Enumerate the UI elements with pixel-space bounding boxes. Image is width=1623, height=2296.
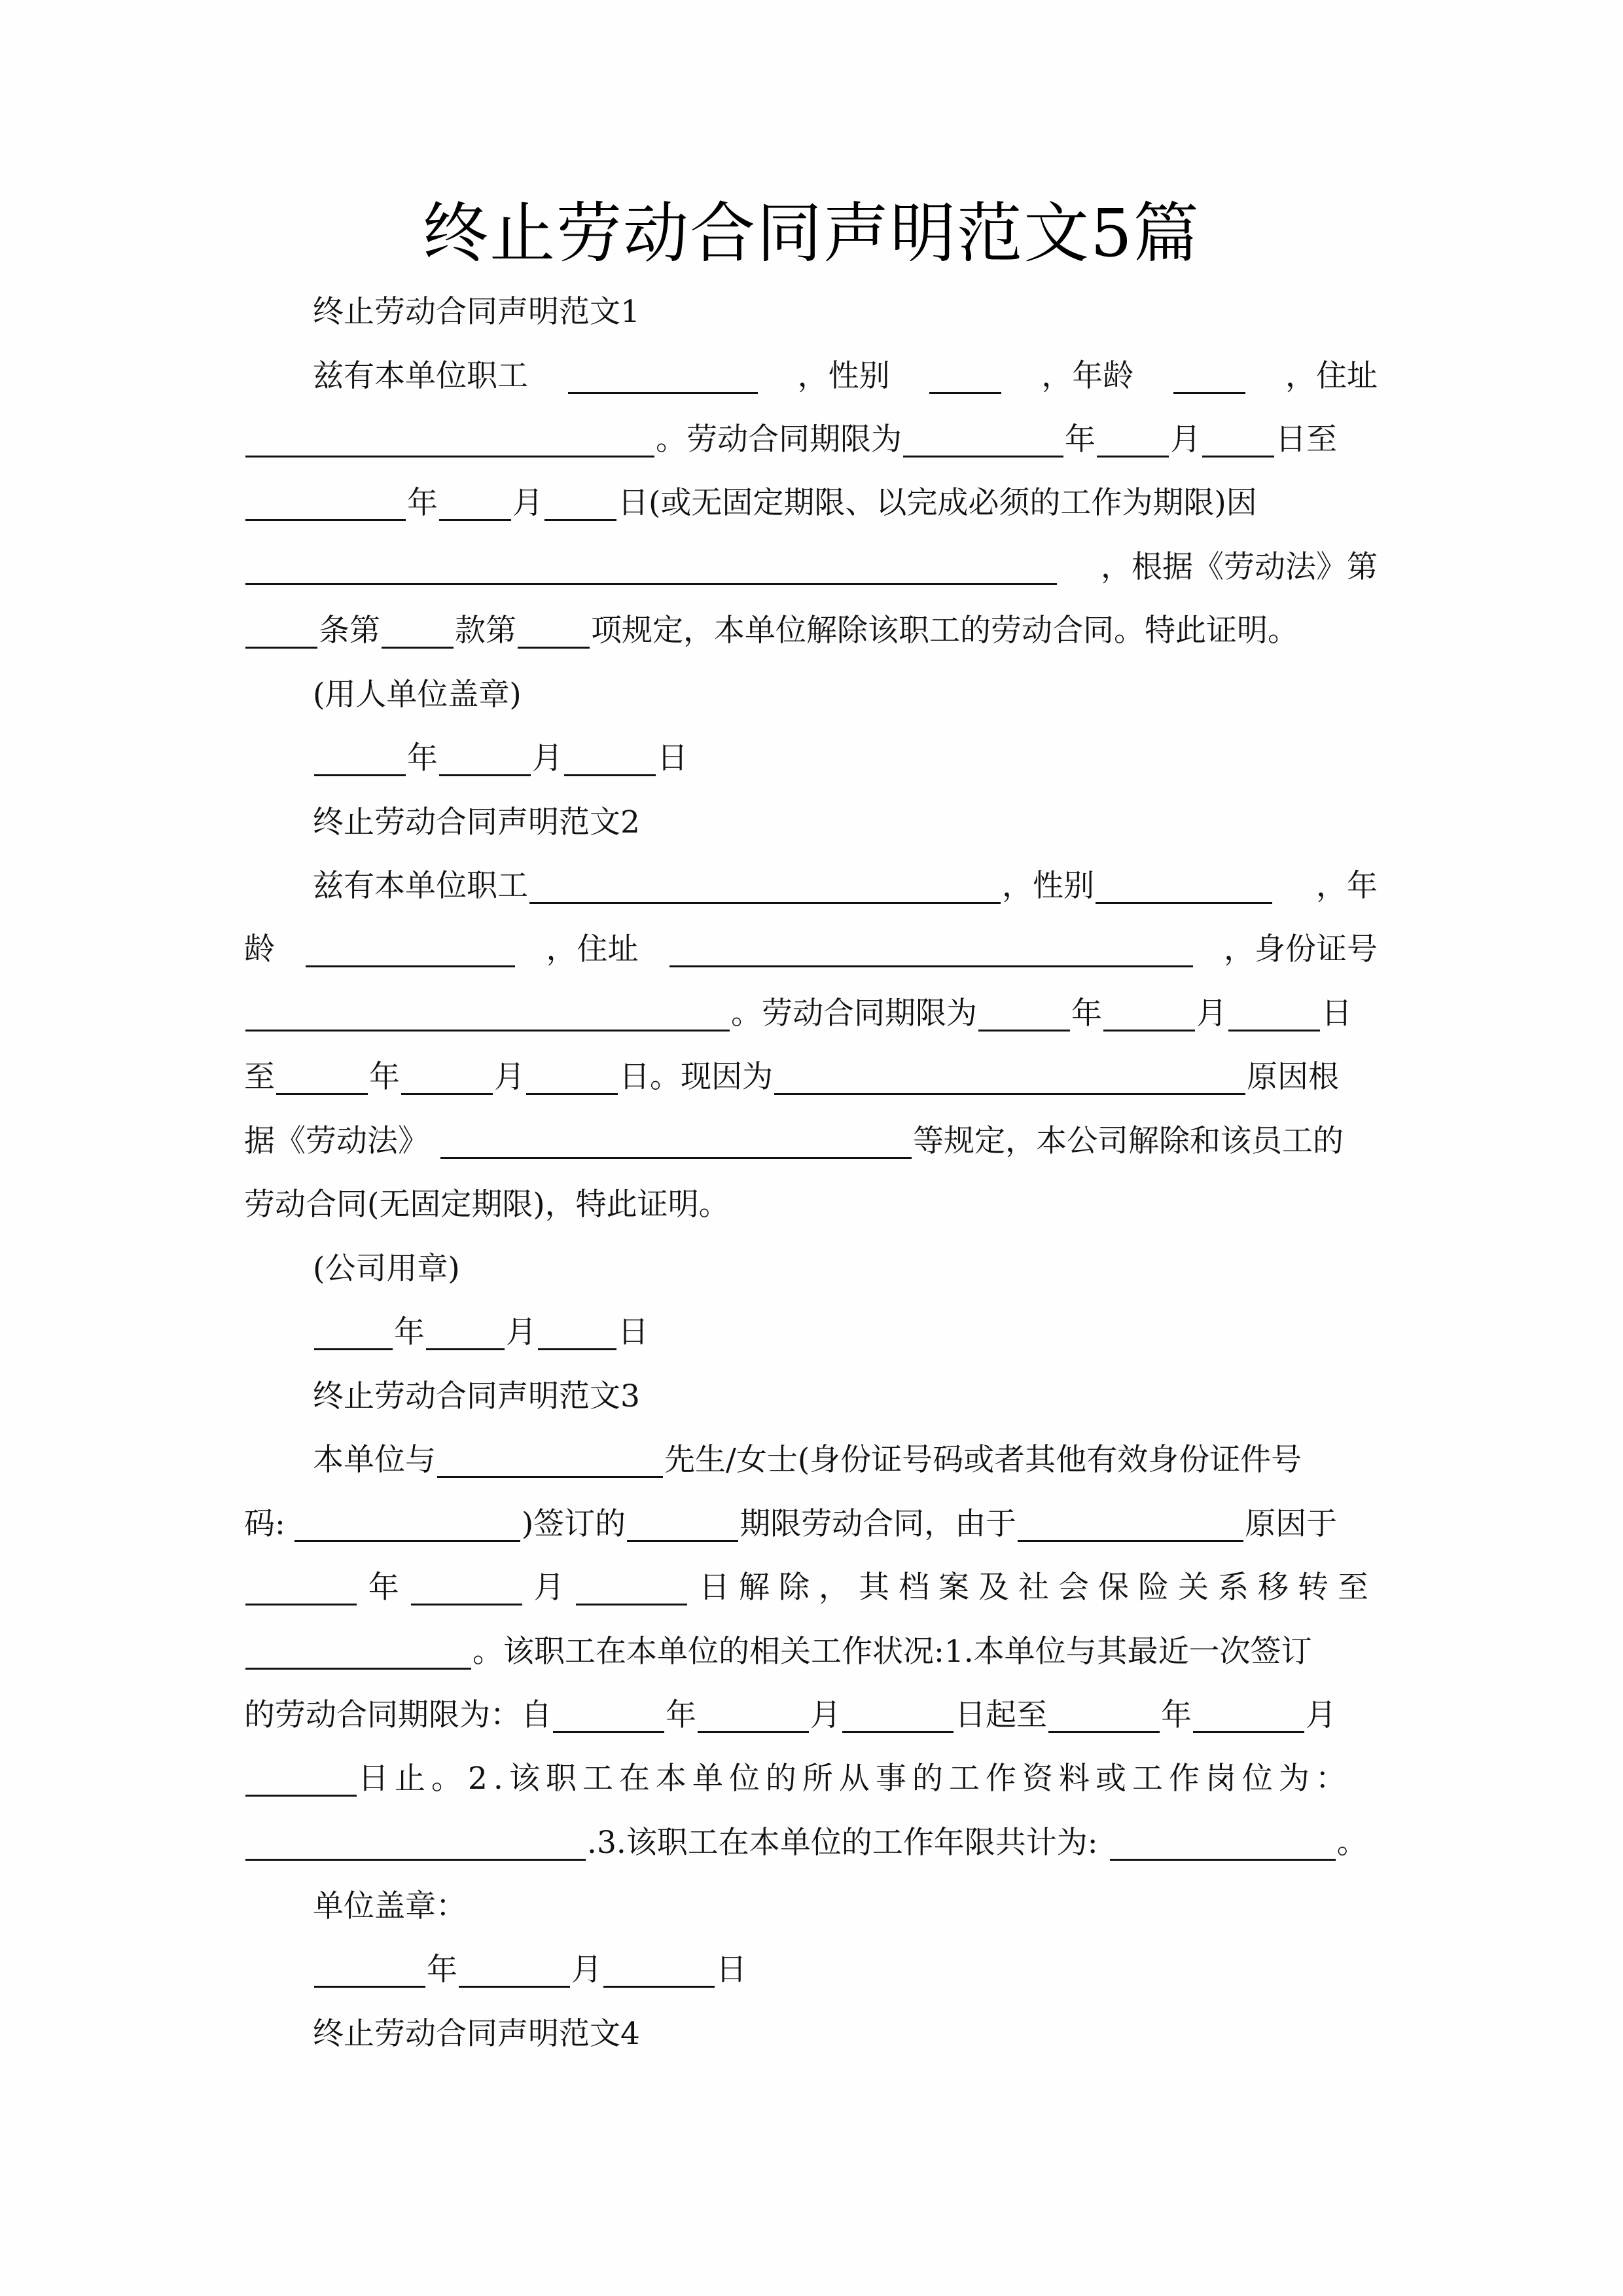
work-years-blank[interactable] <box>1110 1854 1336 1861</box>
date-day-blank[interactable] <box>603 1981 715 1988</box>
section-1-line-4: ，根据《劳动法》第 <box>244 545 1378 590</box>
section-2-line-4: 至 年 月 日。现因为 原因根 <box>244 1059 1339 1095</box>
end-day-blank[interactable] <box>544 514 616 521</box>
end-day-blank[interactable] <box>526 1088 618 1095</box>
date-month-blank[interactable] <box>426 1343 505 1350</box>
age-blank[interactable] <box>306 960 515 967</box>
section-1-line-5: 条第 款第 项规定，本单位解除该职工的劳动合同。特此证明。 <box>244 608 1378 654</box>
start-year-blank[interactable] <box>978 1024 1070 1031</box>
start-day-blank[interactable] <box>1228 1024 1320 1031</box>
section-3-heading: 终止劳动合同声明范文3 <box>313 1378 640 1414</box>
section-3-line-4: 。该职工在本单位的相关工作状况:1.本单位与其最近一次签订 <box>244 1629 1378 1675</box>
date-year-blank[interactable] <box>314 1981 425 1988</box>
period-end-year-blank[interactable] <box>1048 1726 1160 1733</box>
section-2-line-6: 劳动合同(无固定期限)，特此证明。 <box>244 1187 730 1223</box>
end-month-blank[interactable] <box>401 1088 493 1095</box>
contract-term-blank[interactable] <box>627 1535 738 1542</box>
employee-name-blank[interactable] <box>568 387 758 394</box>
date-month-blank[interactable] <box>439 769 531 776</box>
reason-blank[interactable] <box>245 578 1057 585</box>
section-2-line-1: 兹有本单位职工 ，性别 ，年 <box>313 868 1378 904</box>
employee-name-blank[interactable] <box>437 1471 663 1478</box>
article-blank[interactable] <box>245 641 317 649</box>
start-month-blank[interactable] <box>1103 1024 1195 1031</box>
start-year-blank[interactable] <box>903 450 1063 457</box>
section-3-line-1: 本单位与 先生/女士(身份证号码或者其他有效身份证件号 <box>313 1442 1302 1478</box>
section-1-date: 年 月 日 <box>244 736 1378 781</box>
end-year-blank[interactable] <box>245 514 406 521</box>
termination-year-blank[interactable] <box>245 1598 357 1605</box>
section-3-date: 年 月 日 <box>244 1947 1378 1993</box>
start-day-blank[interactable] <box>1202 450 1274 457</box>
address-blank[interactable] <box>245 450 654 457</box>
date-day-blank[interactable] <box>564 769 656 776</box>
period-start-year-blank[interactable] <box>553 1726 664 1733</box>
period-start-month-blank[interactable] <box>698 1726 809 1733</box>
end-year-blank[interactable] <box>276 1088 368 1095</box>
section-3-line-7: .3.该职工在本单位的工作年限共计为: 。 <box>244 1820 1378 1866</box>
employee-name-blank[interactable] <box>529 897 1001 904</box>
age-blank[interactable] <box>1173 387 1245 394</box>
section-2-seal: (公司用章) <box>313 1251 460 1287</box>
id-number-blank[interactable] <box>245 1024 730 1031</box>
termination-day-blank[interactable] <box>576 1598 687 1605</box>
reason-blank[interactable] <box>774 1088 1245 1095</box>
date-day-blank[interactable] <box>538 1343 616 1350</box>
address-blank[interactable] <box>669 960 1193 967</box>
date-year-blank[interactable] <box>314 769 406 776</box>
section-2-line-5: 据《劳动法》 等规定，本公司解除和该员工的 <box>244 1123 1344 1159</box>
section-2-line-3: 。劳动合同期限为 年 月 日 <box>244 991 1378 1037</box>
transfer-destination-blank[interactable] <box>245 1662 471 1670</box>
section-1-heading: 终止劳动合同声明范文1 <box>313 294 640 330</box>
clause-blank[interactable] <box>382 641 454 649</box>
end-month-blank[interactable] <box>439 514 511 521</box>
section-3-seal: 单位盖章： <box>313 1888 467 1924</box>
period-start-day-blank[interactable] <box>842 1726 954 1733</box>
termination-month-blank[interactable] <box>411 1598 522 1605</box>
section-1-line-2: 。劳动合同期限为 年 月 日至 <box>244 417 1378 463</box>
date-year-blank[interactable] <box>314 1343 393 1350</box>
section-2-line-2: 龄 ，住址 ，身份证号 <box>244 931 1378 967</box>
date-month-blank[interactable] <box>459 1981 570 1988</box>
period-end-month-blank[interactable] <box>1193 1726 1304 1733</box>
reason-blank[interactable] <box>1018 1535 1243 1542</box>
section-3-line-3: 年 月 日解除，其档案及社会保险关系移转至 <box>244 1565 1378 1611</box>
period-end-day-blank[interactable] <box>245 1789 357 1797</box>
section-1-seal: (用人单位盖章) <box>313 677 522 713</box>
section-3-line-6: 日止。2.该职工在本单位的所从事的工作资料或工作岗位为： <box>244 1756 1378 1802</box>
document-title: 终止劳动合同声明范文5篇 <box>423 195 1200 272</box>
id-number-blank[interactable] <box>294 1535 520 1542</box>
start-month-blank[interactable] <box>1097 450 1169 457</box>
job-position-blank[interactable] <box>245 1854 586 1861</box>
section-2-heading: 终止劳动合同声明范文2 <box>313 804 640 840</box>
section-3-line-5: 的劳动合同期限为：自 年 月 日起至 年 月 <box>244 1697 1336 1733</box>
gender-blank[interactable] <box>929 387 1001 394</box>
law-article-blank[interactable] <box>440 1152 912 1159</box>
gender-blank[interactable] <box>1096 897 1272 904</box>
section-1-line-3: 年 月 日(或无固定期限、以完成必须的工作为期限)因 <box>244 480 1378 526</box>
section-1-line-1: 兹有本单位职工 ，性别 ，年龄 ，住址 <box>313 358 1378 394</box>
section-3-line-2: 码: )签订的 期限劳动合同，由于 原因于 <box>244 1506 1338 1542</box>
item-blank[interactable] <box>518 641 590 649</box>
section-2-date: 年 月 日 <box>244 1310 1378 1355</box>
section-4-heading: 终止劳动合同声明范文4 <box>313 2016 640 2052</box>
